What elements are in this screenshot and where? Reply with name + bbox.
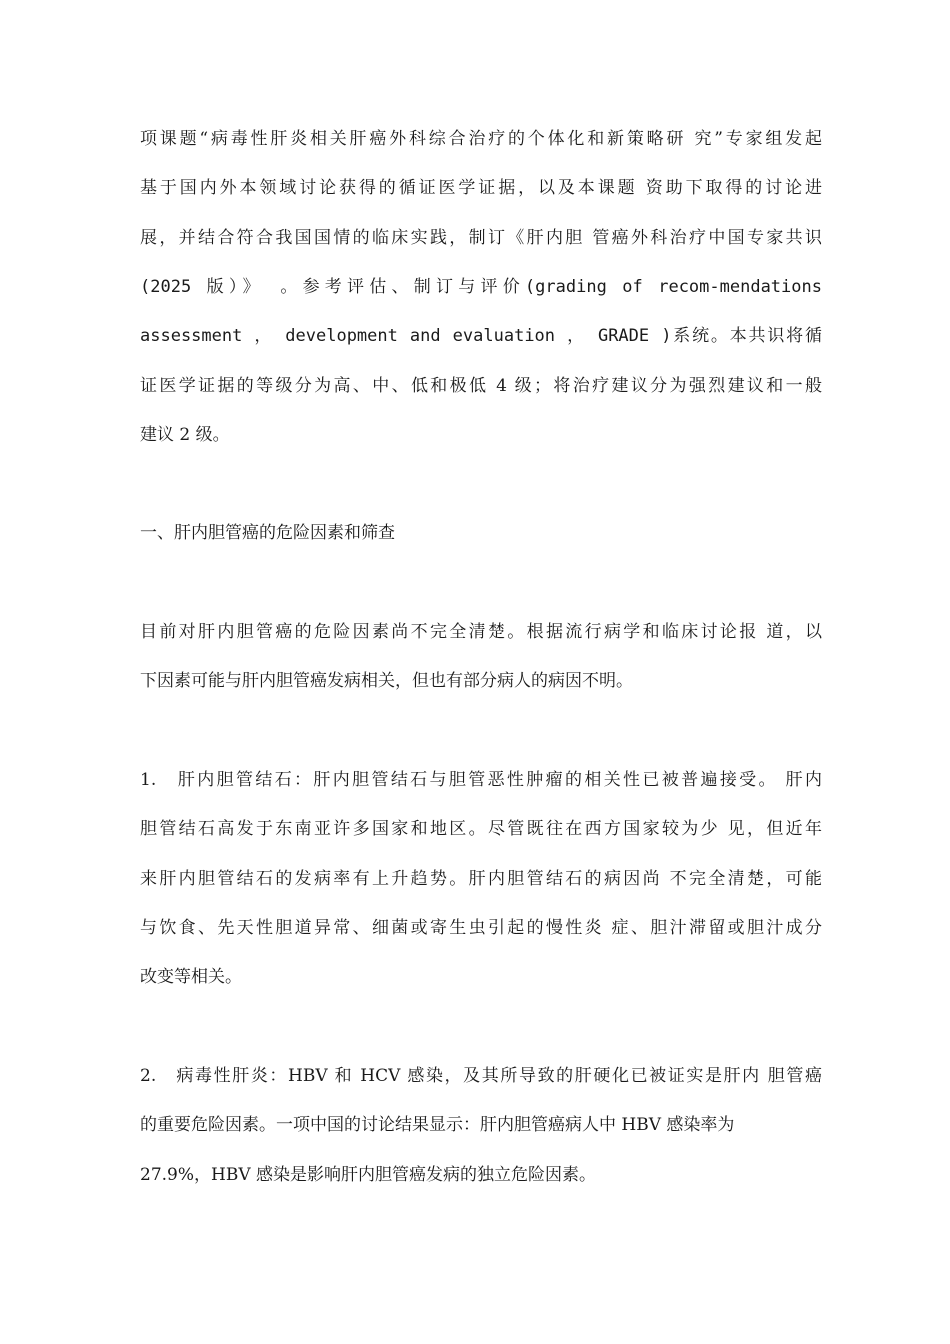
text-line: 与饮食、先天性胆道异常、细菌或寄生虫引起的慢性炎 症、胆汁滞留或胆汁成分 [140, 918, 822, 938]
text-line: 胆管结石高发于东南亚许多国家和地区。尽管既往在西方国家较为少 见，但近年 [140, 819, 822, 839]
text-line: 来肝内胆管结石的发病率有上升趋势。肝内胆管结石的病因尚 不完全清楚，可能 [140, 869, 822, 889]
text-line: 下因素可能与肝内胆管癌发病相关，但也有部分病人的病因不明。 [140, 671, 633, 691]
text-line: 建议 2 级。 [140, 425, 230, 445]
text-line: 证医学证据的等级分为高、中、低和极低 4 级；将治疗建议分为强烈建议和一般 [140, 376, 822, 396]
text-line: 改变等相关。 [140, 967, 242, 987]
text-line: 展，并结合符合我国国情的临床实践，制订《肝内胆 管癌外科治疗中国专家共识 [140, 228, 822, 248]
text-line: 的重要危险因素。一项中国的讨论结果显示：肝内胆管癌病人中 HBV 感染率为 [140, 1115, 735, 1135]
text-line: (2025 版）》 。参考评估、制订与评价(grading of recom-mendations [140, 277, 822, 297]
text-line: 27.9%，HBV 感染是影响肝内胆管癌发病的独立危险因素。 [140, 1165, 597, 1185]
text-line: 项课题“病毒性肝炎相关肝癌外科综合治疗的个体化和新策略研 究”专家组发起 [140, 129, 822, 149]
text-line: assessment ， development and evaluation ， GRADE )系统。本共识将循 [140, 326, 822, 346]
text-line: 2. 病毒性肝炎：HBV 和 HCV 感染，及其所导致的肝硬化已被证实是肝内 胆管癌 [140, 1066, 822, 1086]
text-line: 基于国内外本领域讨论获得的循证医学证据，以及本课题 资助下取得的讨论进 [140, 178, 822, 198]
text-line: 目前对肝内胆管癌的危险因素尚不完全清楚。根据流行病学和临床讨论报 道，以 [140, 622, 822, 642]
text-line: 1. 肝内胆管结石：肝内胆管结石与胆管恶性肿瘤的相关性已被普遍接受。 肝内 [140, 770, 822, 790]
section-heading: 一、肝内胆管癌的危险因素和筛查 [140, 523, 395, 543]
